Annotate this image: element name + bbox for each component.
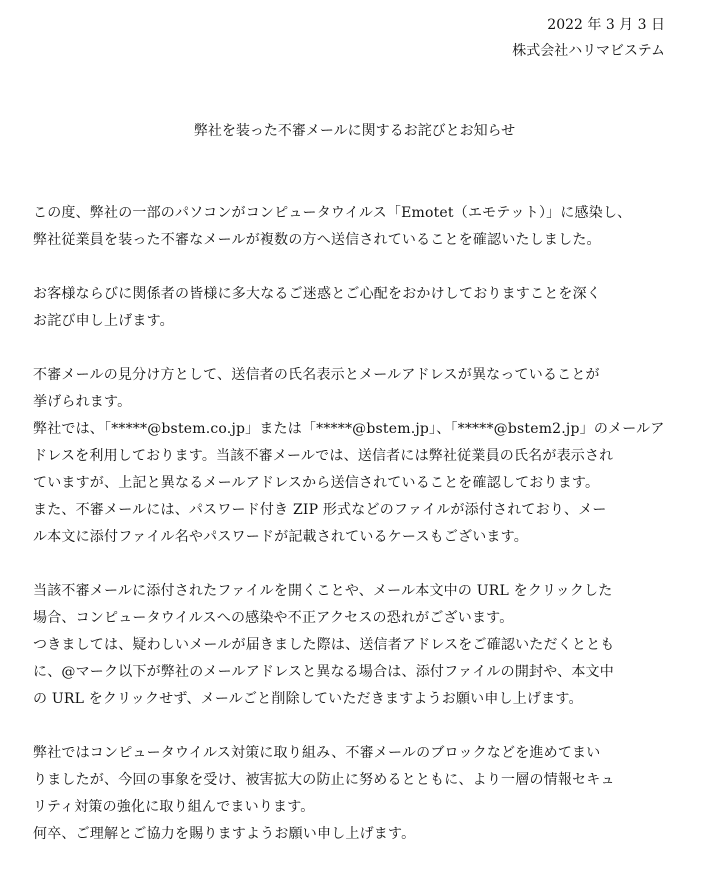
text-line: この度、弊社の一部のパソコンがコンピュータウイルス「Emotet（エモテット）」に感染し、 (33, 205, 632, 221)
text-line: ル本文に添付ファイル名やパスワードが記載されているケースもございます。 (33, 529, 528, 545)
header-block (512, 12, 665, 64)
text-line: の URL をクリックせず、メールごと削除していただきますようお願い申し上げます。 (33, 691, 583, 707)
text-line: 弊社ではコンピュータウイルス対策に取り組み、不審メールのブロックなどを進めてまい (33, 745, 601, 761)
text-line: また、不審メールには、パスワード付き ZIP 形式などのファイルが添付されており、メー (33, 502, 607, 518)
text-line: 不審メールの見分け方として、送信者の氏名表示とメールアドレスが異なっていることが (33, 367, 600, 383)
paragraph-closing (33, 740, 678, 848)
text-line: つきましては、疑わしいメールが届きました際は、送信者アドレスをご確認いただくととも (33, 637, 615, 653)
text-line: 何卒、ご理解とご協力を賜りますようお願い申し上げます。 (33, 826, 416, 842)
text-line: お客様ならびに関係者の皆様に多大なるご迷惑とご心配をおかけしておりますことを深く (33, 286, 601, 302)
notice-body (33, 200, 678, 848)
text-line: 弊社従業員を装った不審なメールが複数の方へ送信されていることを確認いたしました。 (33, 232, 601, 248)
notice-date: 2022 年 3 月 3 日 (547, 17, 665, 33)
text-line: ドレスを利用しております。当該不審メールでは、送信者には弊社従業員の氏名が表示され (33, 448, 614, 464)
text-line: 当該不審メールに添付されたファイルを開くことや、メール本文中の URL をクリックした (33, 583, 613, 599)
text-line: に、@マーク以下が弊社のメールアドレスと異なる場合は、添付ファイルの開封や、本文中 (33, 664, 614, 680)
text-line: リティ対策の強化に取り組んでまいります。 (33, 799, 315, 815)
text-line: りましたが、今回の事象を受け、被害拡大の防止に努めるとともに、より一層の情報セキュ (33, 772, 615, 788)
paragraph-infection (33, 200, 678, 254)
company-name: 株式会社ハリマビステム (512, 43, 665, 59)
text-line: お詫び申し上げます。 (33, 313, 174, 329)
text-line: 場合、コンピュータウイルスへの感染や不正アクセスの恐れがございます。 (33, 610, 514, 626)
text-line: 弊社では、「*****@bstem.co.jp」または「*****@bstem.jp」、「*****@bstem2.jp」のメールア (33, 421, 665, 437)
text-line: 挙げられます。 (33, 394, 132, 410)
paragraph-apology (33, 281, 678, 335)
text-line: ていますが、上記と異なるメールアドレスから送信されていることを確認しております。 (33, 475, 600, 491)
paragraph-identification (33, 362, 678, 551)
notice-title: 弊社を装った不審メールに関するお詫びとお知らせ (193, 123, 516, 139)
paragraph-request (33, 578, 678, 713)
